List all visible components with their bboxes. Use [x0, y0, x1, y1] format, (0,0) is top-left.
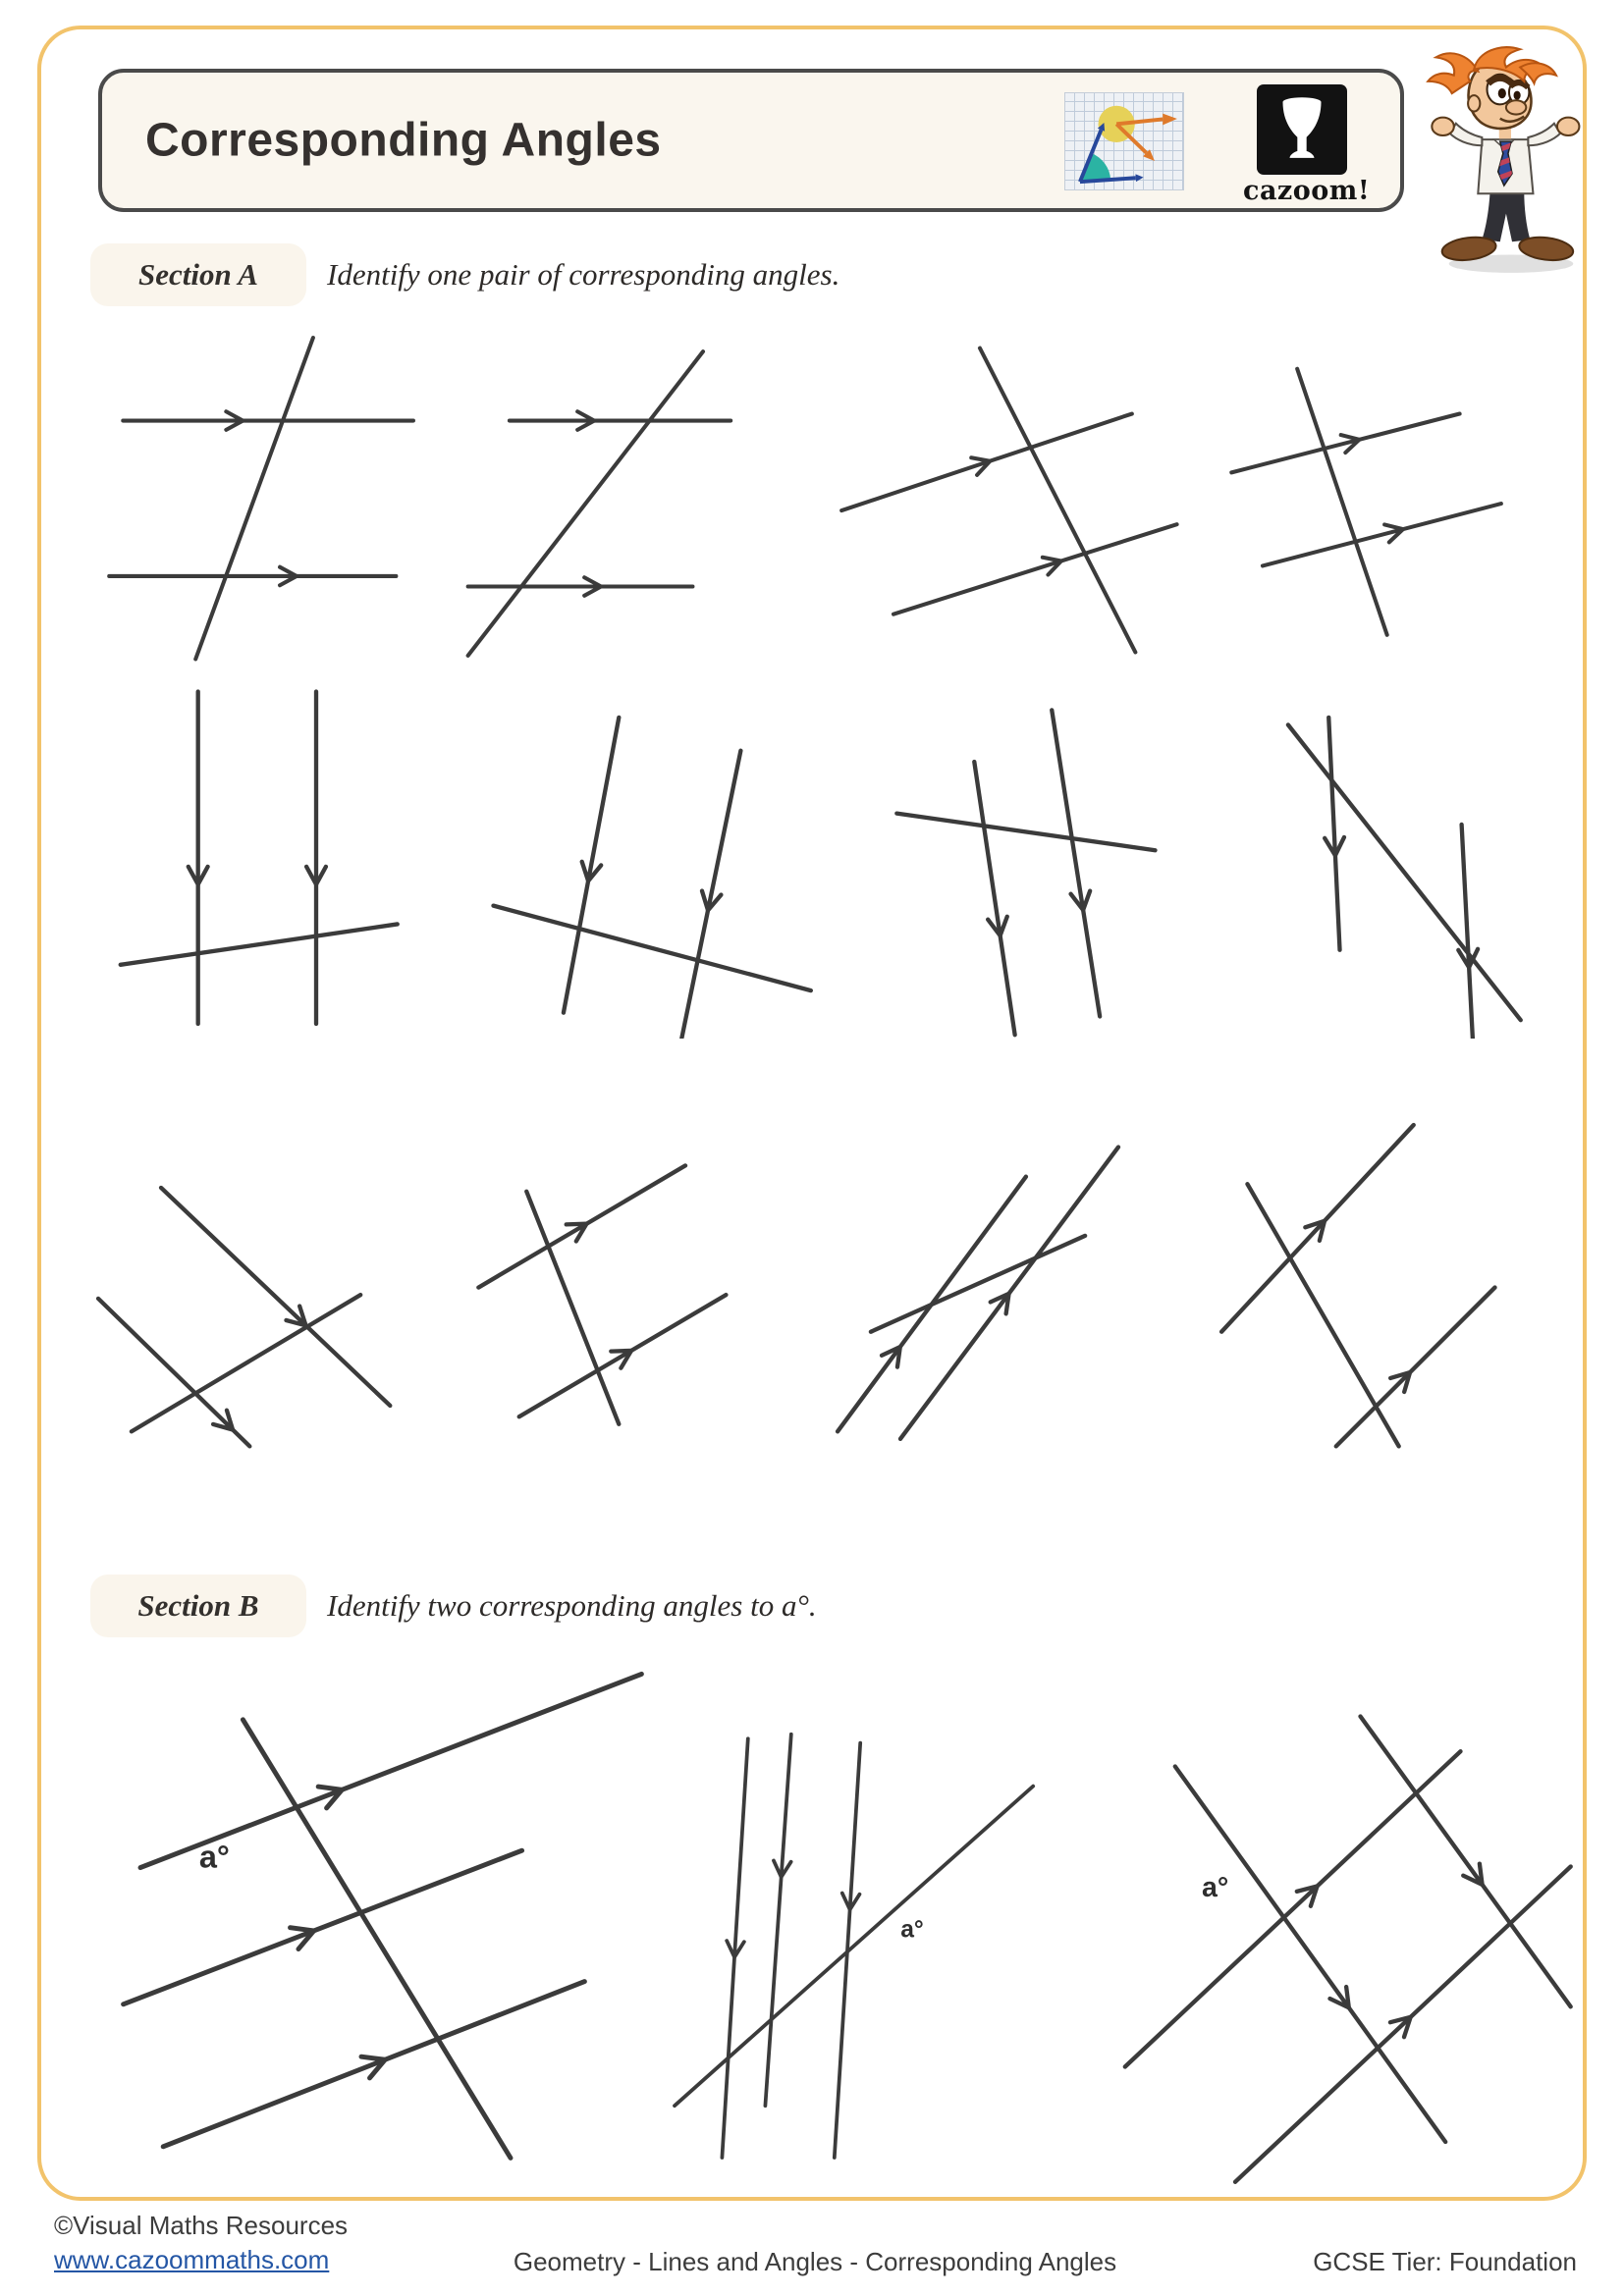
- angle-label: a°: [198, 1839, 230, 1875]
- parallel-line: [163, 1982, 584, 2147]
- parallel-line: [124, 1850, 522, 2004]
- transversal-line: [979, 348, 1134, 653]
- transversal-line: [1288, 724, 1521, 1020]
- parallel-line: [1263, 504, 1501, 565]
- footer-tier: GCSE Tier: Foundation: [1313, 2247, 1577, 2276]
- diagram-a6: [453, 669, 822, 1039]
- angle-label: a°: [900, 1916, 924, 1944]
- diagram-a1: [83, 324, 453, 669]
- footer-copyright: ©Visual Maths Resources: [54, 2211, 349, 2240]
- diagram-a4: [1192, 324, 1561, 669]
- parallel-line: [722, 1738, 747, 2158]
- cazoom-logo: [1243, 84, 1371, 206]
- mascot-character: [1416, 41, 1606, 277]
- parallel-line: [893, 524, 1176, 614]
- cazoom-goblet-icon: [1257, 84, 1347, 175]
- diagram-a2: [453, 324, 822, 669]
- diagram-a3: [823, 324, 1192, 669]
- parallel-line: [1461, 825, 1472, 1039]
- angles-graph-icon-art: [1065, 93, 1183, 189]
- page-title: Corresponding Angles: [145, 114, 662, 167]
- parallel-line: [564, 718, 619, 1013]
- transversal-line: [195, 338, 313, 659]
- transversal-line: [870, 1236, 1084, 1332]
- angle-label: a°: [1201, 1872, 1229, 1904]
- footer-topic: Geometry - Lines and Angles - Corresponding Angles: [513, 2247, 1117, 2276]
- footer-website-link[interactable]: www.cazoommaths.com: [54, 2245, 330, 2274]
- diagram-a10: [453, 1039, 822, 1492]
- diagram-b3: [1085, 1657, 1586, 2226]
- diagram-a8: [1192, 669, 1561, 1039]
- transversal-line: [1297, 369, 1387, 635]
- parallel-line: [1335, 1288, 1494, 1447]
- parallel-line: [519, 1295, 727, 1416]
- parallel-line: [1221, 1125, 1414, 1332]
- transversal-line: [468, 351, 703, 656]
- diagram-a5: [83, 669, 453, 1039]
- parallel-line: [681, 751, 740, 1039]
- parallel-line: [479, 1165, 686, 1287]
- diagram-a9: [83, 1039, 453, 1492]
- parallel-line: [1175, 1767, 1445, 2143]
- parallel-line: [1328, 718, 1339, 950]
- title-box: [98, 69, 1404, 212]
- section-b-label: Section B: [90, 1575, 306, 1637]
- angles-graph-icon: [1064, 92, 1184, 190]
- diagram-a12: [1192, 1039, 1561, 1492]
- section-a-label: Section A: [90, 243, 306, 306]
- diagram-a11: [823, 1039, 1192, 1492]
- diagram-b2: [653, 1657, 1085, 2226]
- transversal-line: [494, 906, 811, 990]
- transversal-line: [896, 814, 1155, 851]
- section-b-diagrams: [83, 1657, 1586, 2195]
- section-a-diagrams: [83, 324, 1561, 1492]
- transversal-line: [121, 924, 398, 964]
- diagram-a7: [823, 669, 1192, 1039]
- parallel-line: [974, 762, 1014, 1035]
- diagram-b1: [83, 1657, 653, 2226]
- section-b-instruction: Identify two corresponding angles to a°.: [327, 1588, 817, 1623]
- cazoom-brand-text: cazoom!: [1243, 176, 1371, 206]
- section-a-instruction: Identify one pair of corresponding angles.: [327, 257, 840, 292]
- parallel-line: [1052, 710, 1100, 1016]
- parallel-line: [765, 1735, 790, 2106]
- transversal-line: [243, 1720, 511, 2159]
- parallel-line: [1231, 414, 1459, 473]
